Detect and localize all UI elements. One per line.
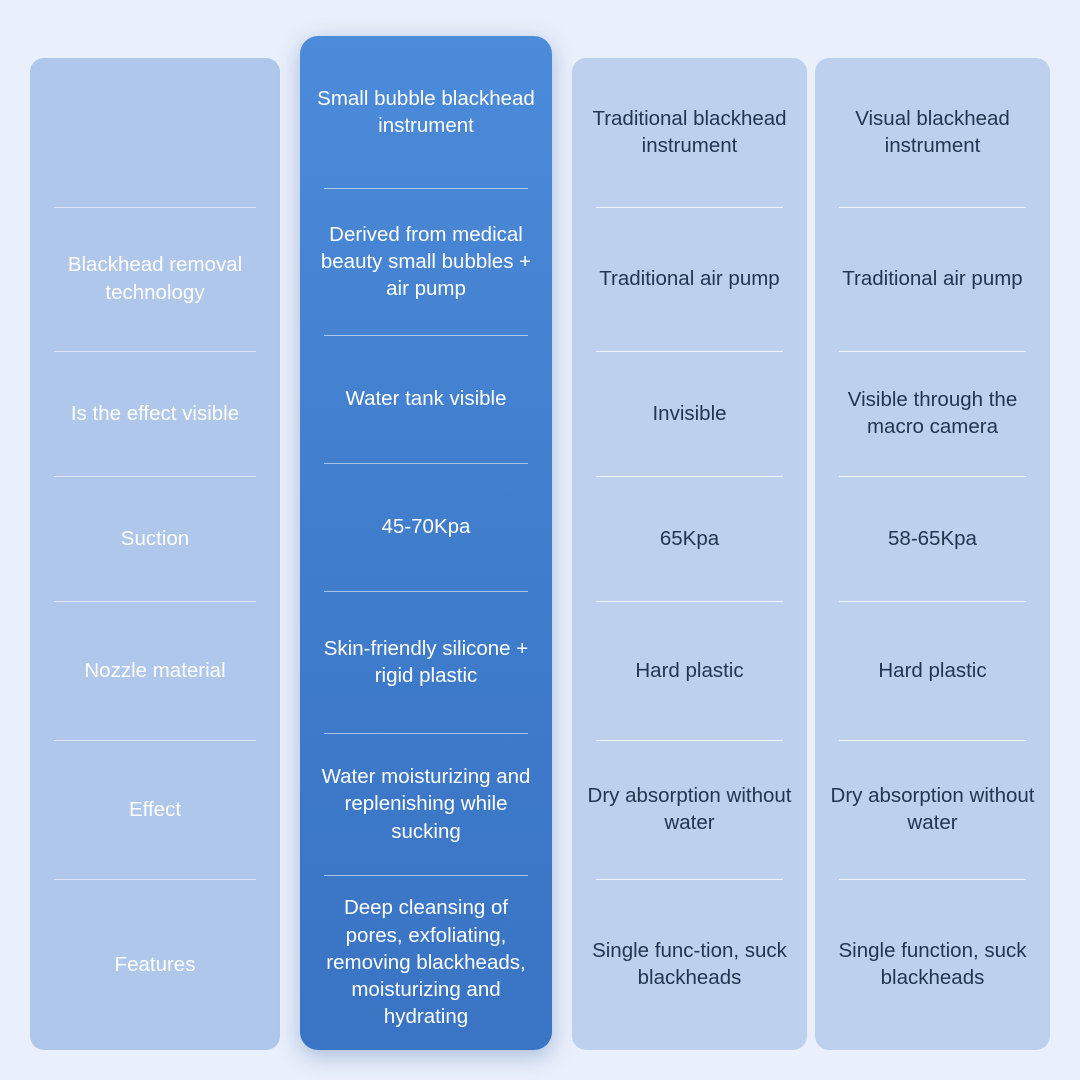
cell-divider [839, 476, 1026, 477]
cell-visual-suction-text: 58-65Kpa [888, 526, 977, 550]
cell-small-bubble-technology [300, 188, 552, 335]
cell-divider [324, 733, 528, 734]
cell-visual-technology [815, 207, 1050, 351]
row-label-features-text: Features [114, 952, 196, 976]
cell-traditional-effect-text: Dry absorption without water [587, 784, 792, 835]
cell-visual-effect-visible-text: Visible through the macro camera [847, 387, 1018, 439]
row-label-suction-text: Suction [120, 526, 190, 550]
row-label-nozzle-material [30, 601, 280, 740]
column-visual-blackhead-instrument[interactable] [815, 58, 1050, 1050]
cell-divider [839, 207, 1026, 208]
cell-divider [54, 601, 256, 602]
cell-divider [54, 740, 256, 741]
cell-divider [54, 476, 256, 477]
cell-divider [54, 207, 256, 208]
cell-traditional-technology [572, 207, 807, 351]
cell-traditional-suction [572, 476, 807, 601]
row-label-effect-text: Effect [128, 797, 182, 821]
cell-small-bubble-nozzle-material-text: Skin-friendly silicone + rigid plastic [323, 636, 529, 687]
cell-divider [596, 879, 783, 880]
cell-small-bubble-effect-visible [300, 335, 552, 463]
cell-visual-suction [815, 476, 1050, 601]
cell-small-bubble-features [300, 875, 552, 1050]
row-label-technology-text: Blackhead removal technology [67, 253, 243, 304]
cell-small-bubble-effect-visible-text: Water tank visible [345, 387, 507, 411]
cell-divider [324, 188, 528, 189]
row-label-nozzle-material-text: Nozzle material [84, 658, 226, 682]
cell-traditional-nozzle-material [572, 601, 807, 740]
cell-visual-nozzle-material-text: Hard plastic [878, 658, 987, 682]
column-small-bubble-blackhead-instrument[interactable] [300, 36, 552, 1050]
cell-traditional-features [572, 879, 807, 1050]
cell-traditional-effect-visible-text: Invisible [652, 401, 727, 425]
column-header-small-bubble-text: Small bubble blackhead instrument [317, 86, 535, 137]
cell-divider [596, 476, 783, 477]
cell-small-bubble-nozzle-material [300, 591, 552, 733]
cell-traditional-technology-text: Traditional air pump [599, 266, 780, 290]
cell-divider [596, 740, 783, 741]
cell-traditional-effect-visible [572, 351, 807, 476]
cell-divider [839, 879, 1026, 880]
cell-divider [54, 351, 256, 352]
cell-small-bubble-suction-text: 45-70Kpa [381, 515, 471, 539]
column-row-labels [30, 58, 280, 1050]
cell-divider [324, 335, 528, 336]
row-label-header [30, 58, 280, 207]
cell-visual-technology-text: Traditional air pump [842, 266, 1023, 290]
cell-divider [839, 740, 1026, 741]
row-label-effect-visible-text: Is the effect visible [70, 401, 240, 425]
cell-divider [596, 207, 783, 208]
cell-visual-features [815, 879, 1050, 1050]
cell-divider [839, 601, 1026, 602]
cell-small-bubble-suction [300, 463, 552, 591]
cell-divider [324, 875, 528, 876]
cell-small-bubble-effect-text: Water moisturizing and replenishing while sucking [321, 765, 531, 843]
row-label-technology [30, 207, 280, 351]
cell-divider [324, 591, 528, 592]
column-traditional-blackhead-instrument[interactable] [572, 58, 807, 1050]
cell-visual-features-text: Single function, suck blackheads [838, 939, 1027, 990]
cell-divider [324, 463, 528, 464]
cell-divider [596, 601, 783, 602]
column-header-small-bubble [300, 36, 552, 188]
column-header-traditional-text: Traditional blackhead instrument [592, 107, 787, 158]
column-header-visual [815, 58, 1050, 207]
cell-small-bubble-effect [300, 733, 552, 875]
cell-traditional-features-text: Single func-tion, suck blackheads [592, 939, 787, 990]
cell-traditional-effect [572, 740, 807, 879]
comparison-table [30, 36, 1050, 1050]
cell-visual-nozzle-material [815, 601, 1050, 740]
cell-visual-effect-text: Dry absorption without water [830, 784, 1035, 835]
cell-traditional-suction-text: 65Kpa [659, 526, 720, 550]
column-header-visual-text: Visual blackhead instrument [855, 107, 1010, 158]
cell-visual-effect-visible [815, 351, 1050, 476]
column-header-traditional [572, 58, 807, 207]
cell-divider [596, 351, 783, 352]
row-label-features [30, 879, 280, 1050]
cell-small-bubble-technology-text: Derived from medical beauty small bubbles + air pump [320, 222, 532, 301]
cell-small-bubble-features-text: Deep cleansing of pores, exfoliating, removing blackheads, moisturizing and hydrating [326, 896, 526, 1029]
cell-divider [839, 351, 1026, 352]
cell-divider [54, 879, 256, 880]
row-label-suction [30, 476, 280, 601]
cell-traditional-nozzle-material-text: Hard plastic [635, 658, 744, 682]
row-label-effect [30, 740, 280, 879]
cell-visual-effect [815, 740, 1050, 879]
row-label-effect-visible [30, 351, 280, 476]
